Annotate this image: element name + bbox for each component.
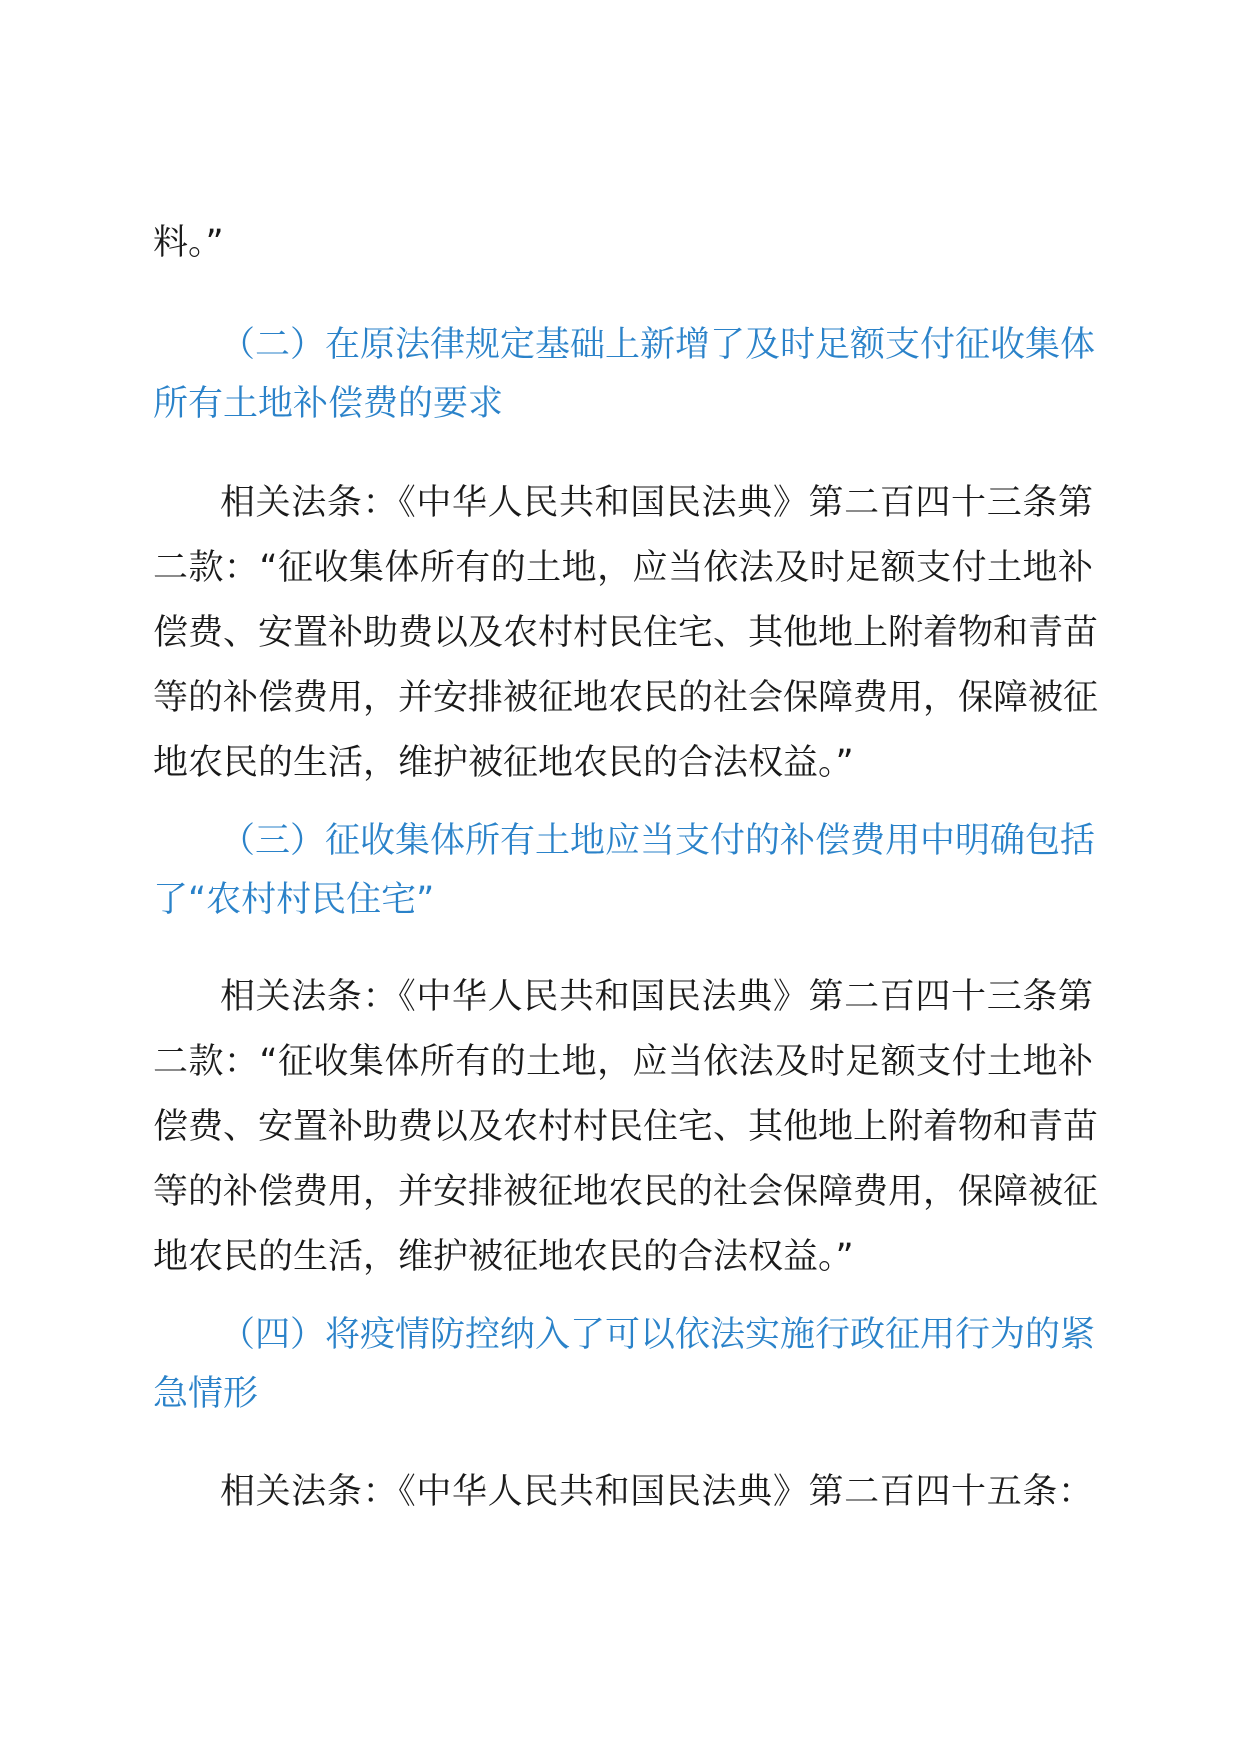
section-heading-3-line-1: （三）征收集体所有土地应当支付的补偿费用中明确包括 [220, 821, 1096, 861]
section-heading-2-line-1: （二）在原法律规定基础上新增了及时足额支付征收集体 [220, 325, 1096, 365]
section-3-body-line-2: 二款：“征收集体所有的土地，应当依法及时足额支付土地补 [153, 1042, 1093, 1082]
section-heading-3-line-2: 了“农村村民住宅” [153, 880, 435, 920]
section-heading-4-line-1: （四）将疫情防控纳入了可以依法实施行政征用行为的紧 [220, 1315, 1096, 1355]
section-4-body-line-1: 相关法条：《中华人民共和国民法典》第二百四十五条： [220, 1472, 1093, 1512]
section-2-body-line-2: 二款：“征收集体所有的土地，应当依法及时足额支付土地补 [153, 548, 1093, 588]
section-heading-2-line-2: 所有土地补偿费的要求 [153, 384, 504, 424]
section-2-body-line-1: 相关法条：《中华人民共和国民法典》第二百四十三条第 [220, 483, 1093, 523]
section-3-body-line-3: 偿费、安置补助费以及农村村民住宅、其他地上附着物和青苗 [153, 1107, 1099, 1147]
section-2-body-line-3: 偿费、安置补助费以及农村村民住宅、其他地上附着物和青苗 [153, 613, 1099, 653]
section-3-body-line-4: 等的补偿费用，并安排被征地农民的社会保障费用，保障被征 [153, 1172, 1099, 1212]
section-3-body-line-1: 相关法条：《中华人民共和国民法典》第二百四十三条第 [220, 977, 1093, 1017]
carryover-line: 料。” [153, 223, 224, 263]
section-3-body-line-5: 地农民的生活，维护被征地农民的合法权益。” [153, 1237, 854, 1277]
section-2-body-line-5: 地农民的生活，维护被征地农民的合法权益。” [153, 743, 854, 783]
section-heading-4-line-2: 急情形 [153, 1374, 259, 1414]
section-2-body-line-4: 等的补偿费用，并安排被征地农民的社会保障费用，保障被征 [153, 678, 1099, 718]
